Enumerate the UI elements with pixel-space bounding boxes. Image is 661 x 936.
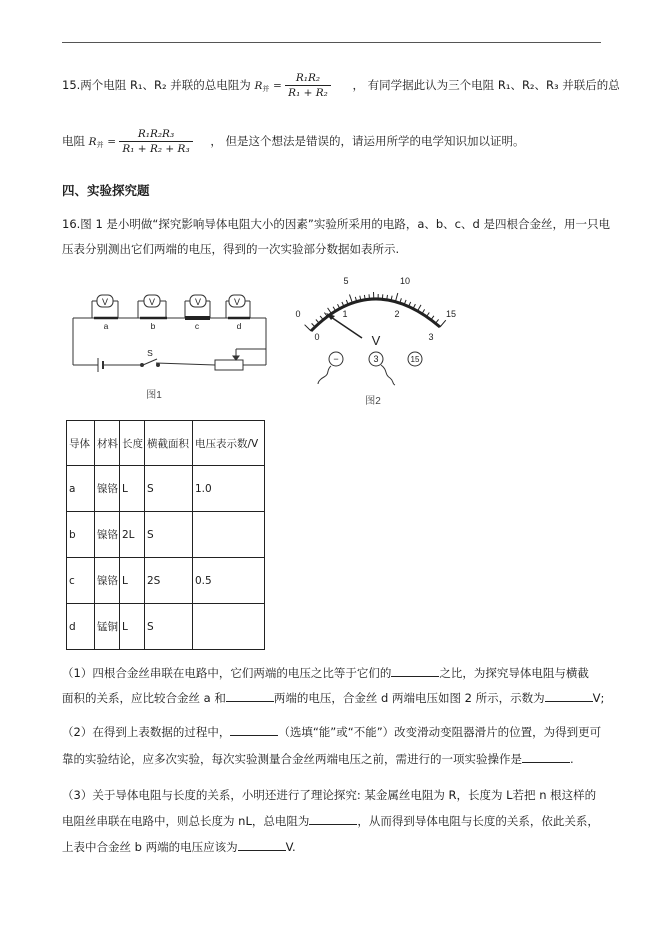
- figure1-label: 图1: [146, 390, 162, 401]
- cell-length: L: [120, 604, 145, 650]
- equals-sign-2: =: [107, 136, 120, 148]
- answer-blank-4[interactable]: [230, 725, 278, 736]
- p3-text-3: 上表中合金丝 b 两端的电压应该为: [62, 840, 238, 854]
- q15-line2-suffix: ， 但是这个想法是错误的，请运用所学的电学知识加以证明。: [210, 134, 525, 148]
- equals-sign: =: [273, 80, 286, 92]
- voltmeter-d-label: V: [233, 297, 241, 307]
- inner-tick-0: 0: [314, 332, 320, 342]
- table-row: [67, 512, 265, 558]
- answer-blank-5[interactable]: [522, 752, 570, 763]
- cell-conductor: c: [67, 558, 95, 604]
- cell-cross-section: S: [145, 604, 193, 650]
- p1-text-5: V;: [592, 691, 605, 705]
- inner-tick-2: 2: [394, 309, 400, 319]
- p3-line1: （3）关于导体电阻与长度的关系，小明还进行了理论探究: 某金属丝电阻为 R，长度为 L若把 n 根这样的: [62, 788, 597, 802]
- p3-text-4: V.: [285, 840, 296, 854]
- cell-cross-section: S: [145, 466, 193, 512]
- p2-text-2: （选填“能”或“不能”）改变滑动变阻器滑片的位置，为得到更可: [278, 725, 602, 739]
- r-parallel-symbol-2: $R_并$: [88, 136, 104, 149]
- cell-conductor: d: [67, 604, 95, 650]
- voltmeters: [97, 295, 245, 307]
- formula2-denominator: R₁ + R₂: [288, 87, 328, 99]
- outer-tick-5: 5: [343, 276, 349, 286]
- section-title: 四、实验探究题: [62, 183, 150, 198]
- cell-length: 2L: [120, 512, 145, 558]
- wire-d-label: d: [236, 321, 242, 331]
- answer-blank-3[interactable]: [545, 691, 593, 702]
- p2-text-4: .: [570, 752, 574, 766]
- header-length: 长度: [120, 421, 145, 466]
- cell-material: 镍铬: [95, 466, 120, 512]
- p3-line3: [62, 839, 296, 855]
- lead-3: [381, 365, 395, 385]
- cell-voltage: 1.0: [193, 466, 265, 512]
- terminal-negative-label: −: [333, 354, 339, 364]
- voltmeter-c-label: V: [194, 297, 202, 307]
- cell-material: 镍铬: [95, 558, 120, 604]
- p1-text-4: 两端的电压，合金丝 d 两端电压如图 2 所示，示数为: [273, 691, 545, 705]
- q16-intro-line1: 16.图 1 是小明做“探究影响导体电阻大小的因素”实验所采用的电路，a、b、c、d 是四根合金丝，用一只电: [62, 217, 610, 231]
- p3-line2: [62, 813, 599, 829]
- answer-blank-2[interactable]: [226, 691, 274, 702]
- table-header-row: [67, 421, 265, 466]
- cell-conductor: a: [67, 466, 95, 512]
- outer-tick-15: 15: [445, 309, 457, 319]
- dial-tick: [312, 323, 316, 327]
- q15-prefix: 15.两个电阻 R₁、R₂ 并联的总电阻为: [62, 78, 251, 92]
- p2-text-3: 靠的实验结论，应多次实验，每次实验测量合金丝两端电压之前，需进行的一项实验操作是: [62, 752, 522, 766]
- p1-line1: [62, 665, 589, 681]
- inner-tick-3: 3: [428, 332, 434, 342]
- data-table: [66, 420, 265, 650]
- cell-material: 镍铬: [95, 512, 120, 558]
- table-row: [67, 604, 265, 650]
- p1-text-3: 面积的关系，应比较合金丝 a 和: [62, 691, 226, 705]
- cell-cross-section: 2S: [145, 558, 193, 604]
- p3-text-2: ，从而得到导体电阻与长度的关系，依此关系，: [357, 814, 599, 828]
- q15-line2-prefix: 电阻: [62, 134, 85, 148]
- p2-text-1: （2）在得到上表数据的过程中，: [62, 725, 231, 739]
- outer-tick-10: 10: [399, 276, 411, 286]
- rheostat-body: [215, 360, 243, 370]
- terminal-3-label: 3: [373, 354, 379, 364]
- cell-length: L: [120, 466, 145, 512]
- dial-tick: [350, 295, 353, 304]
- dial-tick: [440, 320, 446, 327]
- answer-blank-7[interactable]: [238, 840, 286, 851]
- header-conductor: 导体: [67, 421, 95, 466]
- table-row: [67, 466, 265, 512]
- switch-lever: [143, 359, 157, 365]
- cell-voltage: [193, 512, 265, 558]
- table-row: [67, 558, 265, 604]
- inner-tick-1: 1: [342, 309, 348, 319]
- formula2-numerator: R₁R₂: [285, 72, 331, 86]
- header-cross-section: 横截面积: [145, 421, 193, 466]
- cell-length: L: [120, 558, 145, 604]
- lead-negative: [318, 366, 331, 384]
- outer-tick-0: 0: [295, 309, 301, 319]
- header-voltage: 电压表示数/V: [193, 421, 265, 466]
- p1-text-2: 之比，为探究导体电阻与横截: [439, 666, 589, 680]
- figures-svg: [0, 0, 661, 420]
- answer-blank-1[interactable]: [391, 666, 439, 677]
- p1-text-1: （1）四根合金丝串联在电路中，它们两端的电压之比等于它们的: [62, 666, 392, 680]
- voltmeter-dial: [295, 276, 456, 407]
- cell-material: 锰铜: [95, 604, 120, 650]
- q15-mid: ， 有同学据此认为三个电阻 R₁、R₂、R₃ 并联后的总: [352, 78, 620, 92]
- dial-tick: [369, 294, 370, 299]
- switch-terminal-right: [157, 364, 160, 367]
- dial-unit: V: [371, 333, 381, 348]
- header-material: 材料: [95, 421, 120, 466]
- dial-tick: [418, 305, 422, 311]
- p3-text-1: 电阻丝串联在电路中，则总长度为 nL，总电阻为: [62, 814, 310, 828]
- p2-line2: [62, 751, 574, 767]
- circuit-diagram: [73, 301, 266, 372]
- dial-tick: [305, 325, 311, 331]
- q16-intro-line2: 压表分别测出它们两端的电压，得到的一次实验部分数据如表所示.: [62, 242, 400, 256]
- formula3-numerator: R₁R₂R₃: [119, 128, 192, 142]
- dial-tick: [328, 308, 332, 314]
- wire-c-label: c: [194, 321, 200, 331]
- r-parallel-symbol: $R_并$: [254, 80, 270, 93]
- rheostat-slider-arrow: [233, 356, 239, 360]
- terminal-15-label: 15: [410, 355, 420, 364]
- wire-a-label: a: [103, 321, 109, 331]
- wire-b-label: b: [150, 321, 156, 331]
- answer-blank-6[interactable]: [309, 814, 357, 825]
- cell-voltage: [193, 604, 265, 650]
- cell-voltage: 0.5: [193, 558, 265, 604]
- voltmeter-a-label: V: [101, 297, 109, 307]
- switch-label: S: [147, 348, 153, 358]
- p1-line2: [62, 690, 604, 706]
- figure2-label: 图2: [365, 396, 381, 407]
- cell-conductor: b: [67, 512, 95, 558]
- p2-line1: [62, 724, 601, 740]
- voltmeter-b-label: V: [148, 297, 156, 307]
- formula3-denominator: R₁ + R₂ + R₃: [122, 143, 190, 155]
- cell-cross-section: S: [145, 512, 193, 558]
